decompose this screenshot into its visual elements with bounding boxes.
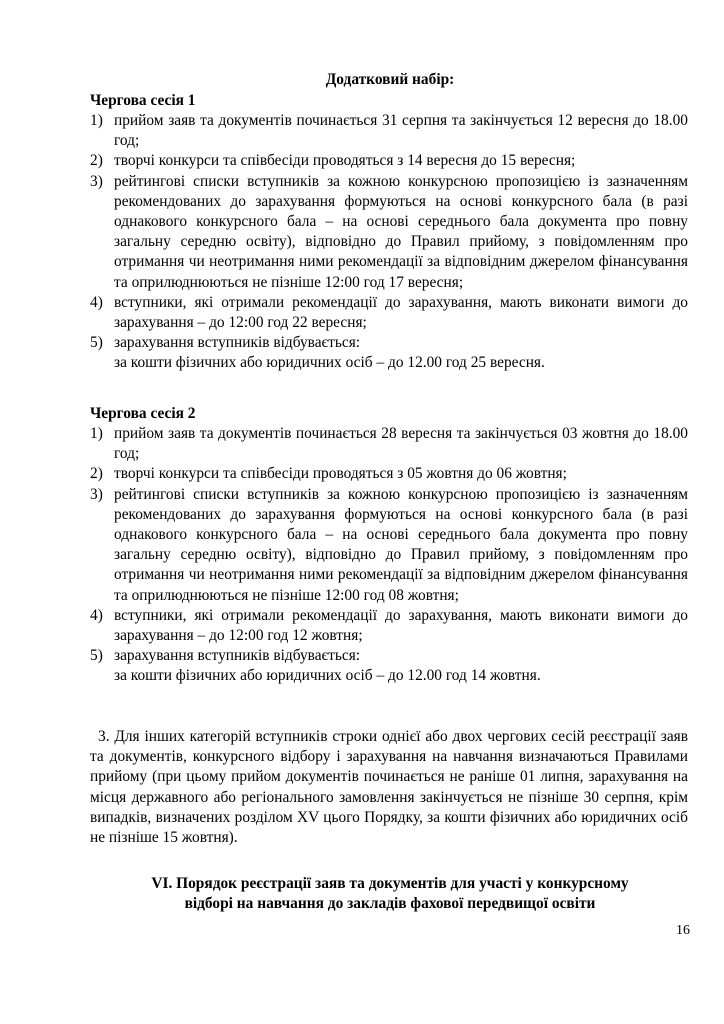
- item-text: рейтингові списки вступників за кожною конкурсною пропозицією із зазначенням рекомендованих до зарахування формуються на основі конкурсного бала (в разі однакового конкурсного бала – на основі середнього бала документа про повну загальну середню освіту), відповідно до Правил прийому, з повідомленням про отримання чи неотримання ними рекомендації за відповідним джерелом фінансування та оприлюднюються не пізніше 12:00 год 08 жовтня;: [114, 485, 688, 604]
- item-number: 5): [90, 334, 103, 352]
- list-item: [90, 485, 688, 606]
- item-number: 3): [90, 485, 103, 503]
- session-2-heading: Чергова сесія 2: [90, 405, 196, 422]
- item-text: рейтингові списки вступників за кожною конкурсною пропозицією із зазначенням рекомендованих до зарахування формуються на основі конкурсного бала (в разі однакового конкурсного бала – на основі середнього бала документа про повну загальну середню освіту), відповідно до Правил прийому, з повідомленням про отримання чи неотримання ними рекомендації за відповідним джерелом фінансування та оприлюднюються не пізніше 12:00 год 17 вересня;: [114, 172, 688, 291]
- list-item: [90, 151, 688, 171]
- item-text: прийом заяв та документів починається 31 серпня та закінчується 12 вересня до 18.00 год;: [114, 112, 688, 150]
- item-number: 1): [90, 425, 103, 442]
- item-text: вступники, які отримали рекомендації до зарахування, мають виконати вимоги до зарахування – до 12:00 год 12 жовтня;: [114, 606, 688, 645]
- item-subtext: за кошти фізичних або юридичних осіб – до 12.00 год 14 жовтня.: [114, 667, 541, 685]
- section-heading-line-1: VI. Порядок реєстрації заяв та документів для участі у конкурсному: [151, 875, 629, 892]
- item-text: прийом заяв та документів починається 28 вересня та закінчується 03 жовтня до 18.00 год;: [114, 425, 688, 463]
- item-number: 1): [90, 112, 103, 129]
- session-1-heading: Чергова сесія 1: [90, 92, 196, 109]
- item-text: вступники, які отримали рекомендації до зарахування, мають виконати вимоги до зарахування – до 12:00 год 22 вересня;: [114, 293, 688, 332]
- list-item: [90, 333, 688, 373]
- item-text: творчі конкурси та співбесіди проводяться з 05 жовтня до 06 жовтня;: [114, 465, 567, 483]
- list-item: [90, 172, 688, 293]
- page-title: Додатковий набір:: [325, 71, 455, 88]
- item-text: творчі конкурси та співбесіди проводяться з 14 вересня до 15 вересня;: [114, 152, 576, 170]
- list-item: [90, 424, 688, 464]
- paragraph-3: 3. Для інших категорій вступників строки однієї або двох чергових сесій реєстрації заяв та документів, конкурсного відбору і зарахування на навчання визначаються Правилами прийому (при цьому прийом документів починається не раніше 01 липня, зарахування на місця державного або регіонального замовлення закінчується не пізніше 30 серпня, крім випадків, визначених розділом XV цього Порядку, за кошти фізичних або юридичних осіб не пізніше 15 жовтня).: [90, 728, 688, 847]
- list-item: [90, 111, 688, 151]
- item-number: 5): [90, 647, 103, 665]
- list-item: [90, 293, 688, 333]
- item-subtext: за кошти фізичних або юридичних осіб – до 12.00 год 25 вересня.: [114, 354, 545, 372]
- item-text: зарахування вступників відбувається:: [114, 334, 361, 352]
- item-number: 2): [90, 152, 103, 170]
- list-item: [90, 464, 688, 484]
- session-1-list: [90, 111, 688, 374]
- list-item: [90, 606, 688, 646]
- item-text: зарахування вступників відбувається:: [114, 647, 361, 665]
- list-item: [90, 646, 688, 686]
- item-number: 3): [90, 172, 103, 190]
- item-number: 4): [90, 606, 103, 624]
- item-number: 4): [90, 293, 103, 311]
- page-number: 16: [676, 923, 690, 938]
- item-number: 2): [90, 465, 103, 483]
- session-2-list: [90, 424, 688, 687]
- section-heading-line-2: відборі на навчання до закладів фахової передвищої освіти: [184, 895, 596, 912]
